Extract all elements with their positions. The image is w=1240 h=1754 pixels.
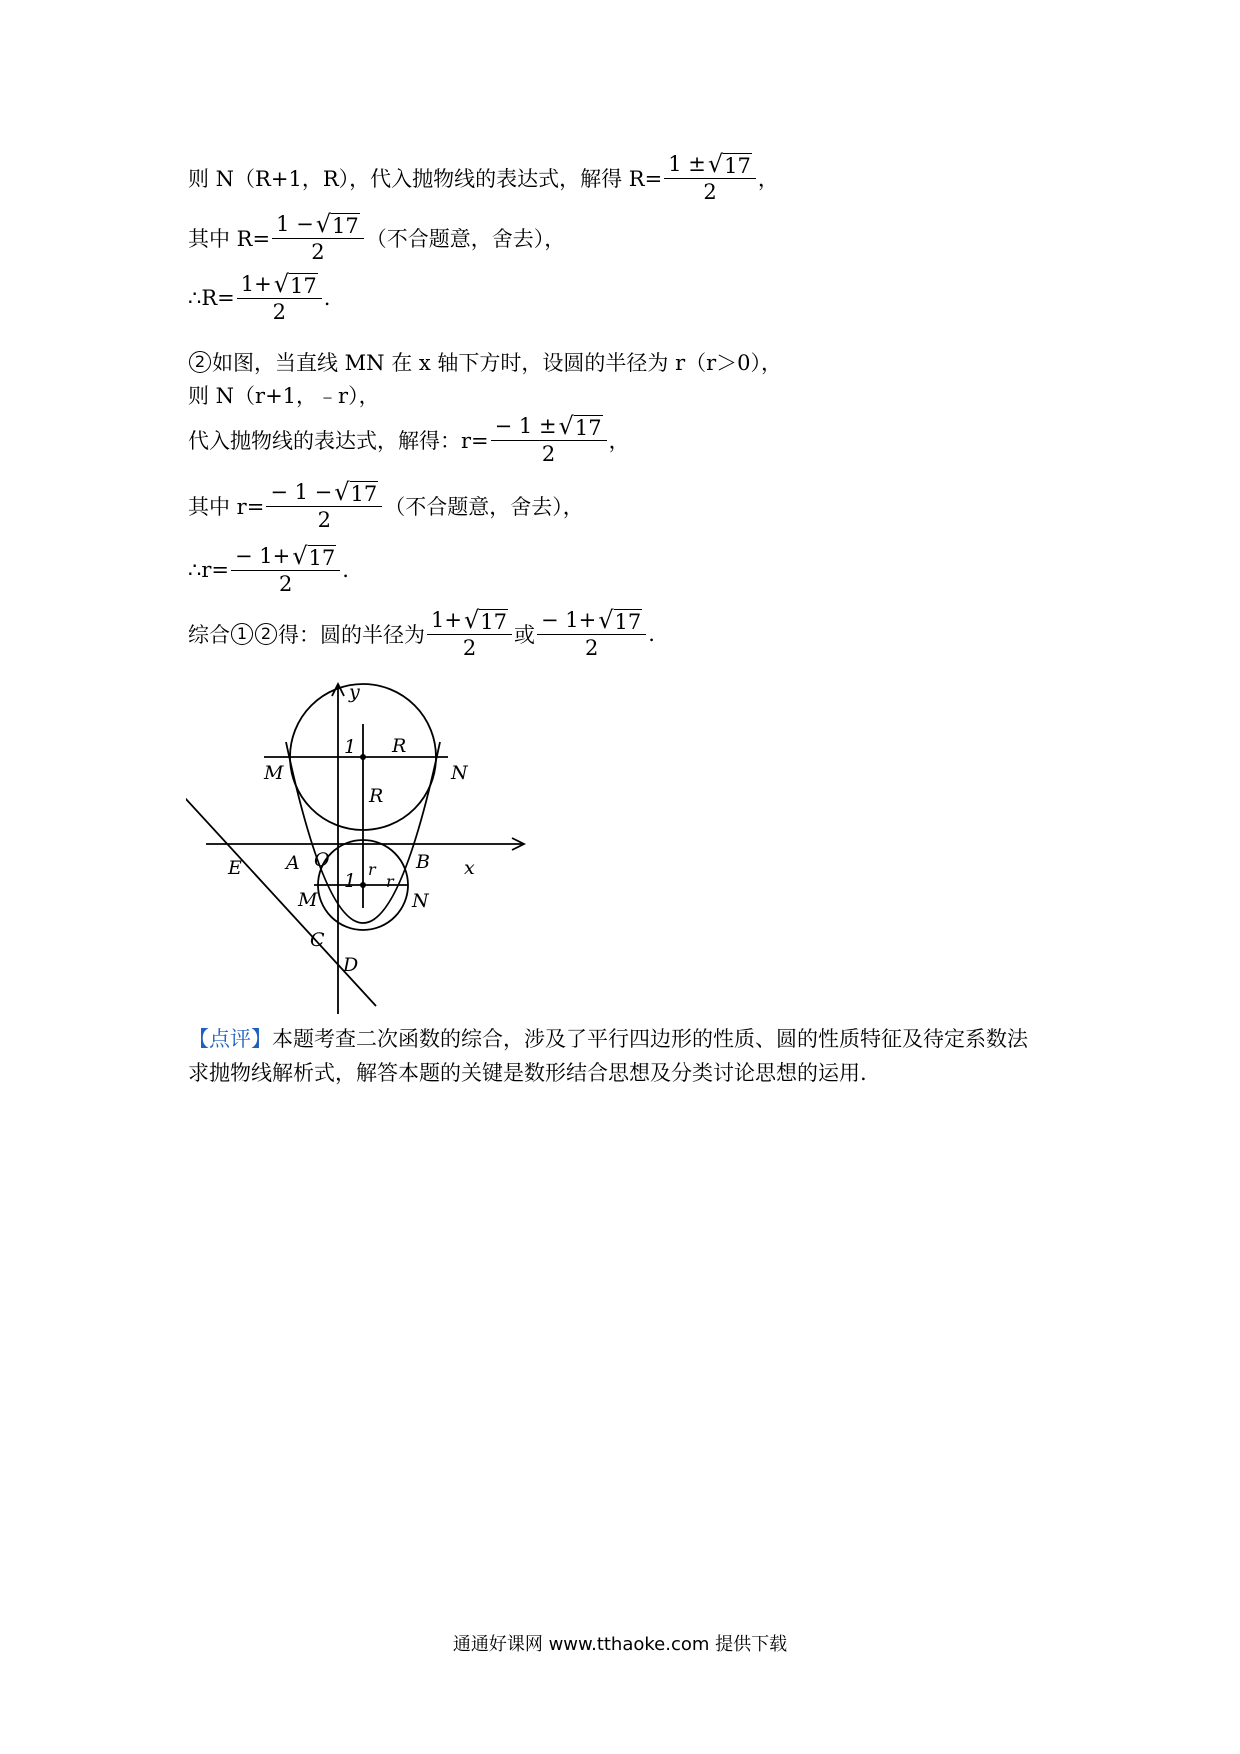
fraction: 1+ √ 17 2 [237, 270, 322, 325]
geometry-figure [186, 676, 536, 1016]
label-one-bot: 1 [344, 870, 357, 892]
label-m-top: M [264, 762, 284, 784]
label-d: D [343, 954, 359, 976]
comment-line-2: 求抛物线解析式，解答本题的关键是数形结合思想及分类讨论思想的运用. [188, 1061, 867, 1085]
fraction: − 1 ± √ 17 2 [491, 412, 607, 467]
solution-line-3: ∴R= 1+ √ 17 2 . [188, 270, 331, 324]
solution-line-8: ∴r= − 1+ √ 17 2 . [188, 542, 349, 596]
label-m-bot: M [298, 889, 318, 911]
label-a: A [286, 852, 300, 874]
label-one-top: 1 [344, 736, 357, 758]
circled-number: 1 [231, 623, 253, 645]
solution-line-4: 2 如图，当直线 MN 在 x 轴下方时，设圆的半径为 r（r＞0）， [188, 347, 782, 377]
label-x: x [464, 857, 475, 879]
text: 则 N（R+1，R），代入抛物线的表达式，解得 R= [188, 166, 663, 191]
fraction: − 1+ √ 17 2 [231, 542, 340, 597]
circled-number: 2 [255, 623, 277, 645]
label-o: O [314, 849, 330, 871]
point-bottom [360, 882, 366, 888]
label-n-bot: N [412, 890, 429, 912]
label-b: B [416, 851, 430, 873]
fraction: − 1+ √ 17 2 [537, 606, 646, 661]
label-r-2: r [386, 872, 394, 891]
fraction: 1+ √ 17 2 [427, 606, 512, 661]
circled-number: 2 [189, 351, 211, 373]
label-e: E [228, 857, 242, 879]
solution-line-5: 则 N（r+1，﹣r）， [188, 384, 380, 408]
solution-line-6: 代入抛物线的表达式，解得：r= − 1 ± √ 17 2 ， [188, 412, 630, 466]
label-r-top: R [392, 735, 407, 757]
solution-line-1: 则 N（R+1，R），代入抛物线的表达式，解得 R= 1 ± √ 17 2 ， [188, 150, 779, 204]
label-c: C [310, 929, 325, 951]
footer: 通通好课网 www.tthaoke.com 提供下载 [452, 1634, 788, 1655]
solution-line-2: 其中 R= 1 − √ 17 2 （不合题意，舍去）， [188, 210, 566, 264]
solution-line-9: 综合 1 2 得：圆的半径为 1+ √ 17 2 或 − 1+ √ 17 2 . [188, 606, 655, 660]
comment-line-1: 【点评】 本题考查二次函数的综合，涉及了平行四边形的性质、圆的性质特征及待定系数法 [188, 1023, 1028, 1053]
label-r-1: r [368, 860, 376, 879]
comment-bracket: 【点评】 [188, 1027, 272, 1051]
label-n-top: N [451, 762, 468, 784]
label-y: y [349, 681, 360, 703]
fraction: − 1 − √ 17 2 [266, 478, 382, 533]
fraction: 1 ± √ 17 2 [664, 150, 756, 205]
sqrt: √ 17 [707, 150, 751, 178]
solution-line-7: 其中 r= − 1 − √ 17 2 （不合题意，舍去）， [188, 478, 584, 532]
fraction: 1 − √ 17 2 [272, 210, 364, 265]
point-top [360, 754, 366, 760]
label-r-mid: R [369, 785, 384, 807]
